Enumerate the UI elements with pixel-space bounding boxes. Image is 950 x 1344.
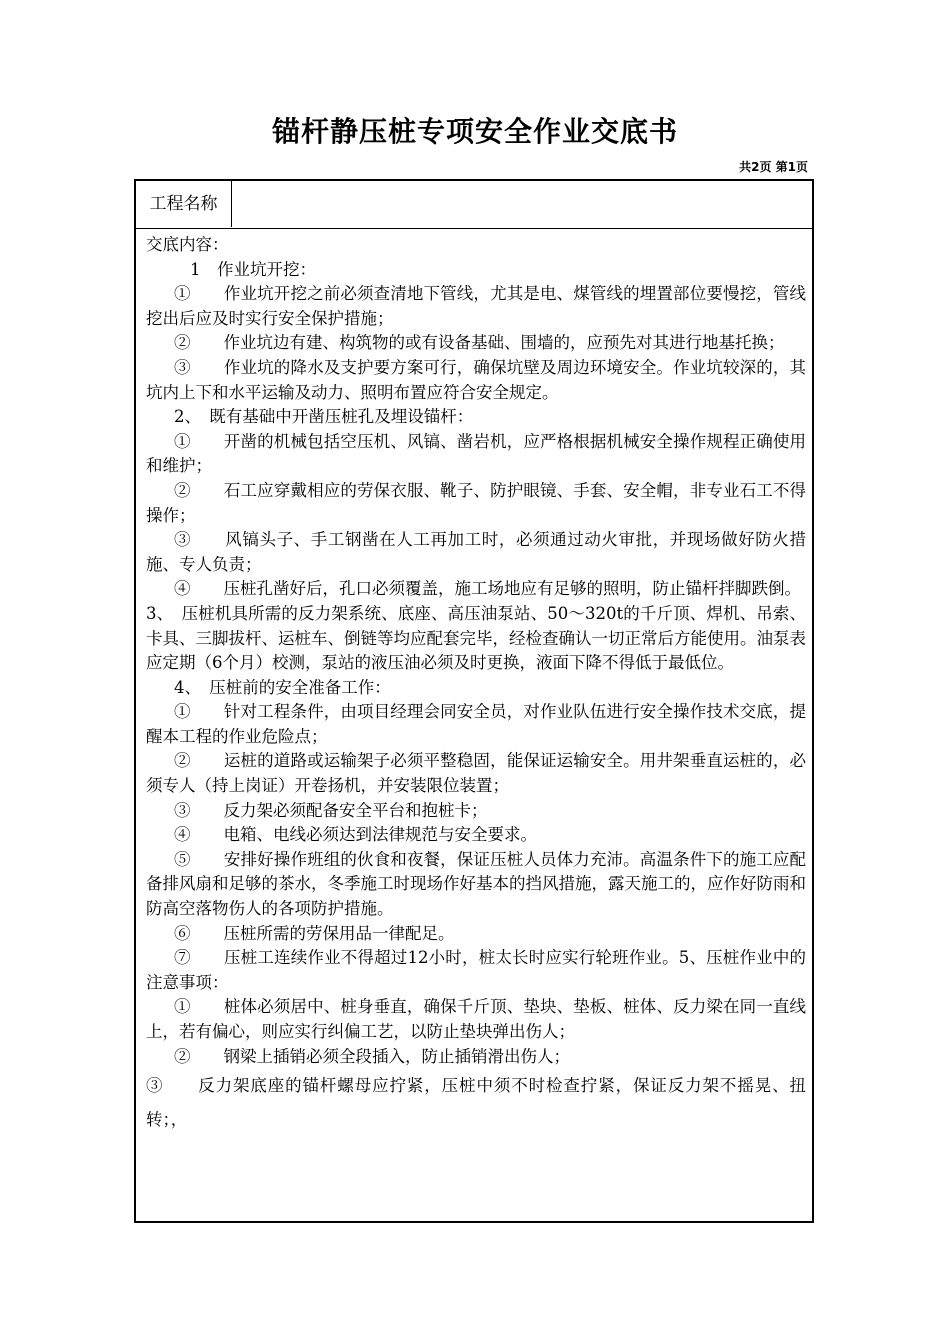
list-item: ③ 作业坑的降水及支护要方案可行，确保坑壁及周边环境安全。作业坑较深的，其坑内上下和水平运输及动力、照明布置应符合安全规定。 bbox=[146, 357, 806, 402]
list-item: ⑥ 压桩所需的劳保用品一律配足。 bbox=[174, 923, 455, 943]
content-label: 交底内容： bbox=[146, 235, 229, 254]
list-item: ⑤ 安排好操作班组的伙食和夜餐，保证压桩人员体力充沛。高温条件下的施工应配备排风扇和足够的茶水，冬季施工时现场作好基本的挡风措施，露天施工的，应作好防雨和防高空落物伤人的各项防护措施。 bbox=[146, 849, 806, 919]
section-heading: 2、 既有基础中开凿压桩孔及埋设锚杆： bbox=[174, 407, 474, 427]
list-item: ① 针对工程条件，由项目经理会同安全员，对作业队伍进行安全操作技术交底，提醒本工程的作业危险点； bbox=[146, 702, 806, 746]
page-counter: 共2页 第1页 bbox=[739, 160, 808, 174]
list-item: ④ 压桩孔凿好后，孔口必须覆盖，施工场地应有足够的照明，防止锚杆拌脚跌倒。 bbox=[174, 579, 801, 599]
list-item: ① 桩体必须居中、桩身垂直，确保千斤顶、垫块、垫板、桩体、反力梁在同一直线上，若有偏心，则应实行纠偏工艺，以防止垫块弹出伤人； bbox=[146, 997, 806, 1041]
list-item: ② 作业坑边有建、构筑物的或有设备基础、围墙的，应预先对其进行地基托换； bbox=[174, 333, 785, 353]
list-item: ③ 风镐头子、手工钢凿在人工再加工时，必须通过动火审批，并现场做好防火措施、专人负责； bbox=[146, 530, 806, 574]
section-heading: 4、 压桩前的安全准备工作： bbox=[174, 677, 391, 697]
list-item: ③ 反力架底座的锚杆螺母应拧紧，压桩中须不时检查拧紧，保证反力架不摇晃、扭转；， bbox=[146, 1076, 806, 1130]
list-item: ① 作业坑开挖之前必须查清地下管线，尤其是电、煤管线的埋置部位要慢挖，管线挖出后应及时实行安全保护措施； bbox=[146, 284, 806, 328]
project-name-row bbox=[136, 181, 812, 229]
disclosure-table bbox=[134, 179, 814, 1223]
section-heading: 3、 压桩机具所需的反力架系统、底座、高压油泵站、50～320t的千斤顶、焊机、吊索、卡具、三脚拔杆、运桩车、倒链等均应配套完毕，经检查确认一切正常后方能使用。油泵表应定期（6个月）校测，泵站的液压油必须及时更换，液面下降不得低于最低位。 bbox=[146, 603, 806, 673]
list-item: ② 钢梁上插销必须全段插入，防止插销滑出伤人； bbox=[174, 1046, 570, 1066]
list-item: ③ 反力架必须配备安全平台和抱桩卡； bbox=[174, 800, 488, 820]
list-item: ② 石工应穿戴相应的劳保衣服、靴子、防护眼镜、手套、安全帽，非专业石工不得操作； bbox=[146, 480, 806, 525]
document-title: 锚杆静压桩专项安全作业交底书 bbox=[271, 115, 678, 148]
list-item: ① 开凿的机械包括空压机、风镐、凿岩机，应严格根据机械安全操作规程正确使用和维护； bbox=[146, 431, 806, 476]
list-item: ⑦ 压桩工连续作业不得超过12小时，桩太长时应实行轮班作业。5、压桩作业中的注意事项： bbox=[146, 948, 806, 992]
project-name-value[interactable] bbox=[233, 181, 812, 227]
list-item: ② 运桩的道路或运输架子必须平整稳固，能保证运输安全。用井架垂直运桩的，必须专人（持上岗证）开卷扬机，并安装限位装置； bbox=[146, 751, 806, 796]
disclosure-content bbox=[146, 233, 806, 1137]
list-item: ④ 电箱、电线必须达到法律规范与安全要求。 bbox=[174, 825, 537, 845]
project-name-label: 工程名称 bbox=[136, 181, 232, 227]
section-heading: 1 作业坑开挖： bbox=[190, 259, 316, 279]
